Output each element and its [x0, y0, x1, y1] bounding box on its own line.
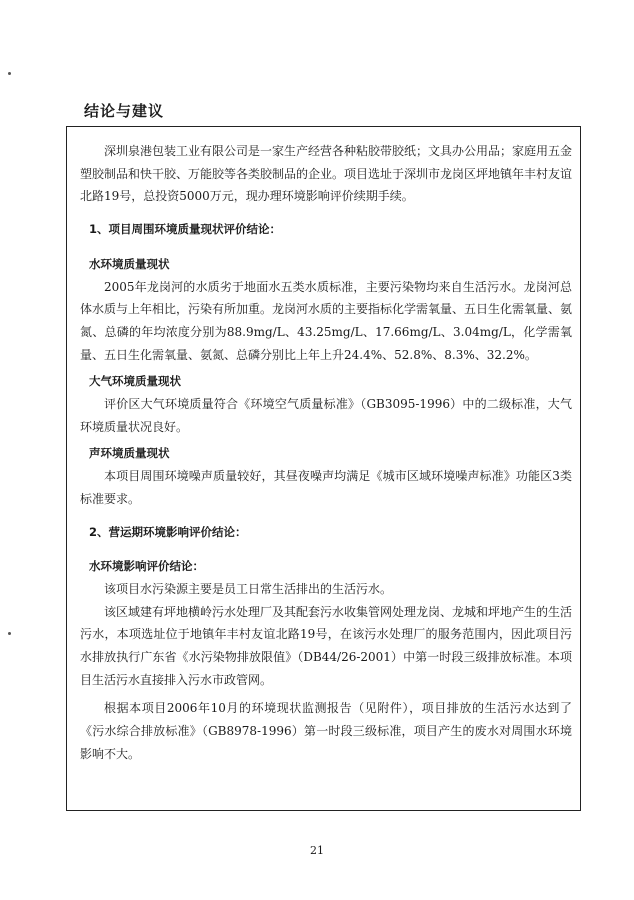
water-quality-text: 2005年龙岗河的水质劣于地面水五类水质标准，主要污染物均来自生活污水。龙岗河总体水质与上年相比，污染有所加重。龙岗河水质的主要指标化学需氧量、五日生化需氧量、氨氮、总磷的年均浓度分别为88.9mg/L、43.25mg/L、17.66mg/L、3.04mg/L，化学需氧量、五日生化需氧量、氨氮、总磷分别比上年上升24.4%、52.8%、8.3%、32.2%。 — [80, 279, 573, 362]
water-impact-p1: 该项目水污染源主要是员工日常生活排出的生活污水。 — [104, 581, 393, 596]
noise-quality-title: 声环境质量现状 — [89, 446, 170, 461]
noise-quality-text: 本项目周围环境噪声质量较好，其昼夜噪声均满足《城市区域环境噪声标准》功能区3类标准要求。 — [80, 469, 572, 506]
scan-mark — [8, 632, 11, 635]
page-number: 21 — [310, 844, 324, 857]
air-quality-title: 大气环境质量现状 — [89, 374, 181, 389]
section2-title: 2、营运期环境影响评价结论： — [89, 524, 247, 539]
water-quality-title: 水环境质量现状 — [89, 256, 170, 271]
document-body — [80, 140, 572, 766]
section1-title: 1、项目周围环境质量现状评价结论： — [89, 222, 281, 237]
intro-paragraph: 深圳泉港包装工业有限公司是一家生产经营各种粘胶带胶纸；文具办公用品；家庭用五金塑胶制品和快干胶、万能胶等各类胶制品的企业。项目选址于深圳市龙岗区坪地镇年丰村友谊北路19号，总投资5000万元，现办理环境影响评价续期手续。 — [80, 144, 573, 204]
scan-mark — [8, 72, 11, 75]
water-impact-p3: 根据本项目2006年10月的环境现状监测报告（见附件），项目排放的生活污水达到了《污水综合排放标准》（GB8978-1996）第一时段三级标准，项目产生的废水对周围水环境影响不大。 — [80, 701, 572, 761]
water-impact-title: 水环境影响评价结论： — [89, 559, 204, 574]
water-impact-p2: 该区域建有坪地横岭污水处理厂及其配套污水收集管网处理龙岗、龙城和坪地产生的生活污水，本项选址位于地镇年丰村友谊北路19号，在该污水处理厂的服务范围内，因此项目污水排放执行广东省《水污染物排放限值》（DB44/26-2001）中第一时段三级排放标准。本项目生活污水直接排入污水市政管网。 — [80, 604, 573, 687]
air-quality-text: 评价区大气环境质量符合《环境空气质量标准》（GB3095-1996）中的二级标准，大气环境质量状况良好。 — [80, 397, 572, 434]
section-heading: 结论与建议 — [84, 102, 165, 120]
